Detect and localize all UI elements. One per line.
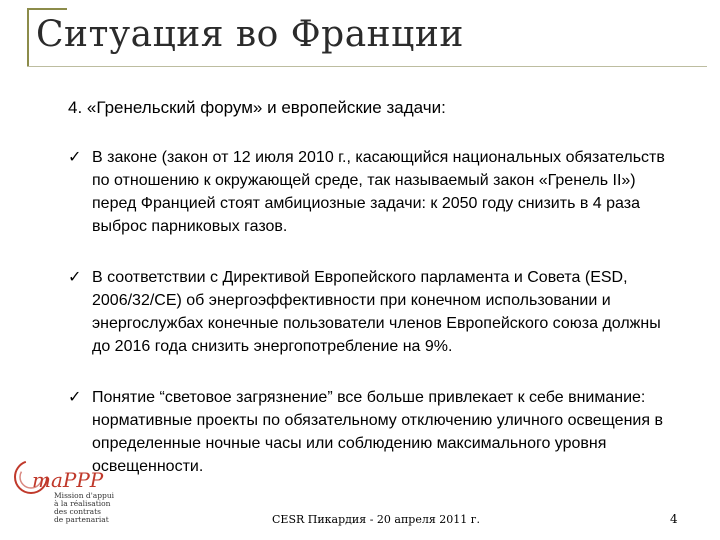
title-corner-vertical xyxy=(27,8,29,66)
logo-caption-line: Mission d'appui xyxy=(54,491,115,500)
bullet-text: В законе (закон от 12 июля 2010 г., касающийся национальных обязательств по отношению к окружающей среде, так называемый закон «Гренель II») перед Францией стоят амбициозные задачи: к 2050 году снизить в 4 раза выброс парниковых газов. xyxy=(92,149,665,235)
slide-subtitle: 4. «Гренельский форум» и европейские задачи: xyxy=(68,98,446,117)
bullet-item xyxy=(68,146,668,238)
bullet-text: В соответствии с Директивой Европейского парламента и Совета (ESD, 2006/32/CE) об энергоэффективности при конечном использовании и энергослужбах конечные пользователи членов Европейского союза должны до 2016 года снизить энергопотребление на 9%. xyxy=(92,269,661,355)
title-corner-horizontal xyxy=(27,8,67,10)
logo-caption-line: à la réalisation xyxy=(54,499,111,508)
footer-text: CESR Пикардия - 20 апреля 2011 г. xyxy=(272,513,481,526)
check-icon: ✓ xyxy=(68,389,82,406)
slide-title: Ситуация во Франции xyxy=(36,14,464,55)
title-underline xyxy=(27,66,707,67)
check-icon: ✓ xyxy=(68,269,82,286)
logo-caption-line: de partenariat xyxy=(54,515,109,524)
mappp-logo xyxy=(12,458,122,530)
logo-name: maPPP xyxy=(32,468,104,492)
page-number: 4 xyxy=(670,512,678,526)
bullet-list xyxy=(68,146,668,506)
bullet-item xyxy=(68,266,668,358)
bullet-item xyxy=(68,386,668,478)
bullet-text: Понятие “световое загрязнение” все больше привлекает к себе внимание: нормативные проекты по обязательному отключению уличного освещения в определенные ночные часы или соблюдению максимального уровня освещенности. xyxy=(92,389,663,475)
logo-caption-line: des contrats xyxy=(54,507,101,516)
check-icon: ✓ xyxy=(68,149,82,166)
